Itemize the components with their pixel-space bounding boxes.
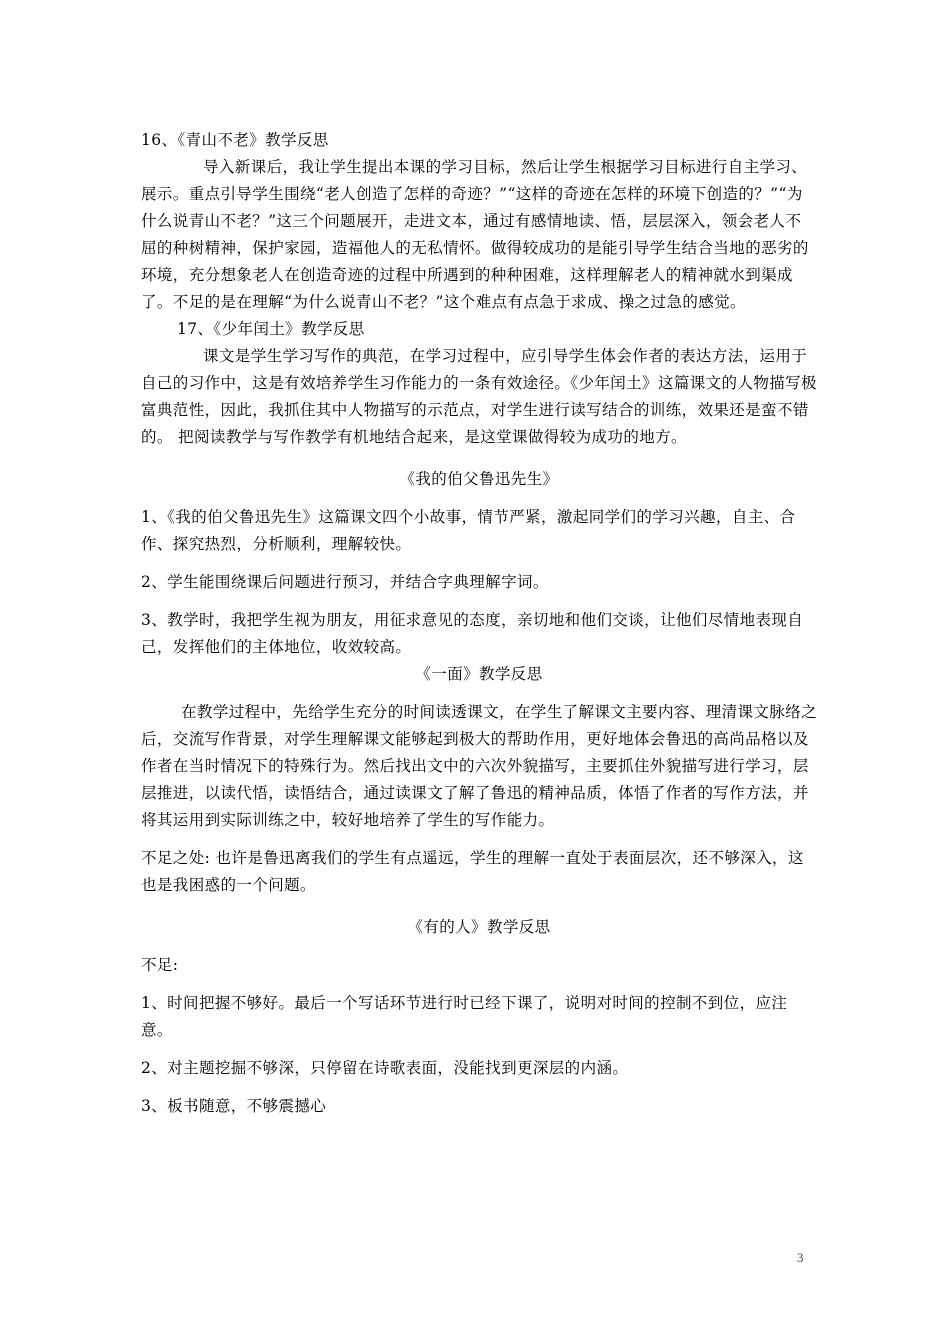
- section-uncle-title: 《我的伯父鲁迅先生》: [399, 470, 559, 488]
- section-17-heading: 17、《少年闰土》教学反思: [177, 320, 365, 338]
- page-number: 3: [797, 1250, 804, 1265]
- section-uncle-item-3: 3、教学时，我把学生视为朋友，用征求意见的态度，亲切地和他们交谈，让他们尽情地表现自己，发挥他们的主体地位，收效较高。: [141, 611, 804, 656]
- section-people-item-2: 2、对主题挖掘不够深，只停留在诗歌表面，没能找到更深层的内涵。: [141, 1059, 629, 1077]
- section-people-label: 不足:: [141, 956, 179, 974]
- section-face-body: 在教学过程中，先给学生充分的时间读透课文，在学生了解课文主要内容、理清课文脉络之后，交流写作背景，对学生理解课文能够起到极大的帮助作用，更好地体会鲁迅的高尚品格以及作者在当时情况下的特殊行为。然后找出文中的六次外貌描写，主要抓住外貌描写进行学习，层层推进，以读代悟，读悟结合，通过读课文了解了鲁迅的精神品质，体悟了作者的写作方法，并将其运用到实际训练之中，较好地培养了学生的写作能力。: [141, 703, 818, 829]
- section-17-body: 课文是学生学习写作的典范，在学习过程中，应引导学生体会作者的表达方法，运用于自己的习作中，这是有效培养学生习作能力的一条有效途径。《少年闰土》这篇课文的人物描写极富典范性，因此，我抓住其中人物描写的示范点，对学生进行读写结合的训练，效果还是蛮不错的。 把阅读教学与写作教学有机地结合起来，是这堂课做得较为成功的地方。: [141, 347, 817, 446]
- section-16-body: 导入新课后，我让学生提出本课的学习目标，然后让学生根据学习目标进行自主学习、展示。重点引导学生围绕“老人创造了怎样的奇迹？”“这样的奇迹在怎样的环境下创造的？”“为什么说青山不老？”这三个问题展开，走进文本，通过有感情地读、悟，层层深入，领会老人不屈的种树精神，保护家园，造福他人的无私情怀。做得较成功的是能引导学生结合当地的恶劣的环境，充分想象老人在创造奇迹的过程中所遇到的种种困难，这样理解老人的精神就水到渠成了。不足的是在理解“为什么说青山不老？”这个难点有点急于求成、操之过急的感觉。: [141, 158, 809, 311]
- section-people-item-3: 3、板书随意，不够震撼心: [141, 1097, 327, 1115]
- section-uncle-item-1: 1、《我的伯父鲁迅先生》这篇课文四个小故事，情节严紧，激起同学们的学习兴趣，自主、合作、探究热烈，分析顺利，理解较快。: [141, 508, 796, 553]
- section-people-item-1: 1、时间把握不够好。最后一个写话环节进行时已经下课了，说明对时间的控制不到位，应注意。: [141, 994, 788, 1039]
- section-16-heading: 16、《青山不老》教学反思: [141, 131, 329, 149]
- document-body: [141, 127, 817, 1120]
- section-uncle-item-2: 2、学生能围绕课后问题进行预习，并结合字典理解字词。: [141, 573, 549, 591]
- section-people-title: 《有的人》教学反思: [407, 918, 551, 936]
- section-face-title: 《一面》教学反思: [415, 665, 543, 683]
- section-face-shortcoming: 不足之处: 也许是鲁迅离我们的学生有点遥远，学生的理解一直处于表面层次，还不够深入，这也是我困惑的一个问题。: [141, 849, 804, 894]
